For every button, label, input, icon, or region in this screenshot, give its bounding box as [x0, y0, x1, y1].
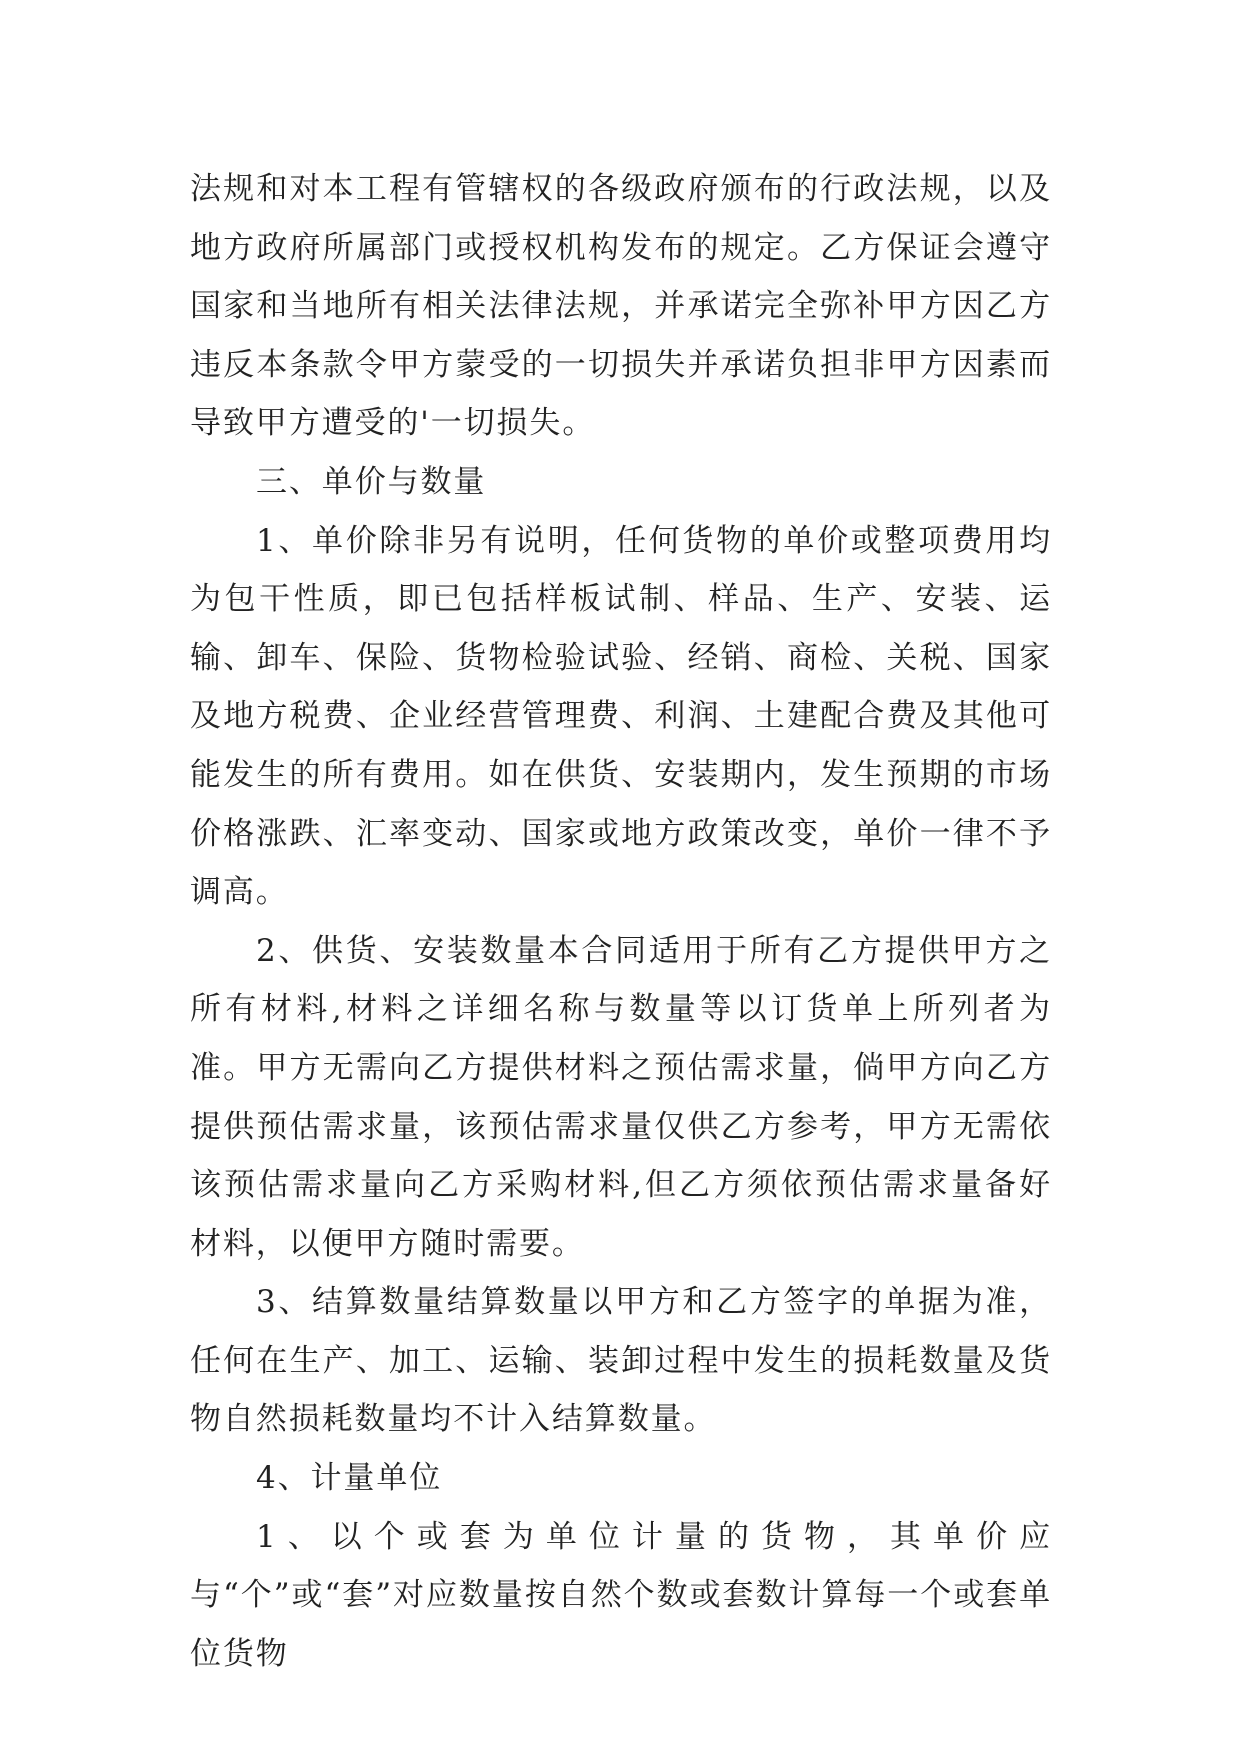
- clause-supply-quantity: 2、供货、安装数量本合同适用于所有乙方提供甲方之所有材料,材料之详细名称与数量等以订货单上所列者为准。甲方无需向乙方提供材料之预估需求量，倘甲方向乙方提供预估需求量，该预估需求量仅供乙方参考，甲方无需依该预估需求量向乙方采购材料,但乙方须依预估需求量备好材料，以便甲方随时需要。: [190, 932, 1052, 1262]
- clause-unit-price: 1、单价除非另有说明，任何货物的单价或整项费用均为包干性质，即已包括样板试制、样品、生产、安装、运输、卸车、保险、货物检验试验、经销、商检、关税、国家及地方税费、企业经营管理费、利润、土建配合费及其他可能发生的所有费用。如在供货、安装期内，发生预期的市场价格涨跌、汇率变动、国家或地方政策改变，单价一律不予调高。: [190, 522, 1052, 911]
- clause-measurement-unit-item: 1、以个或套为单位计量的货物，其单价应与“个”或“套”对应数量按自然个数或套数计算每一个或套单位货物: [190, 1518, 1052, 1672]
- clause-settlement-quantity: 3、结算数量结算数量以甲方和乙方签字的单据为准，任何在生产、加工、运输、装卸过程中发生的损耗数量及货物自然损耗数量均不计入结算数量。: [190, 1284, 1052, 1438]
- section-heading-unit-price-quantity: 三、单价与数量: [256, 463, 487, 500]
- clause-measurement-unit-heading: 4、计量单位: [256, 1460, 443, 1497]
- paragraph-continuation: 法规和对本工程有管辖权的各级政府颁布的行政法规，以及地方政府所属部门或授权机构发布的规定。乙方保证会遵守国家和当地所有相关法律法规，并承诺完全弥补甲方因乙方违反本条款令甲方蒙受的一切损失并承诺负担非甲方因素而导致甲方遭受的'一切损失。: [190, 171, 1052, 442]
- document-body: [190, 160, 1052, 1683]
